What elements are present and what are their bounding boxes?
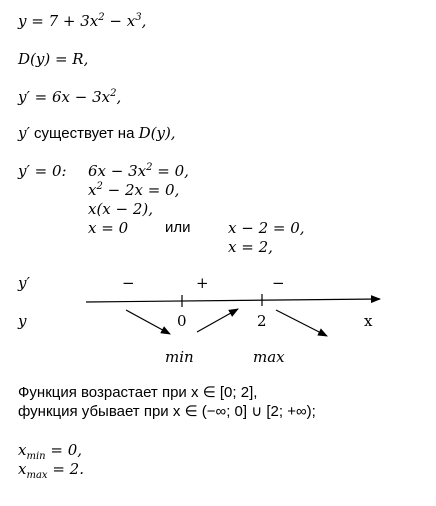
text: = 0, <box>152 162 189 180</box>
text: x <box>18 441 27 459</box>
x-min-result <box>18 441 83 462</box>
text: y′ <box>18 124 30 142</box>
axis-x-label: x <box>364 312 373 330</box>
text: = 2. <box>47 460 84 478</box>
text: y = 7 + 3x <box>18 12 99 30</box>
sign-minus-left: − <box>122 274 135 292</box>
exponent: 2 <box>98 12 105 23</box>
sign-row-function-label: y <box>18 312 27 330</box>
text: − x <box>104 12 136 30</box>
text: x <box>18 460 27 478</box>
domain-line: D(y) = R, <box>18 50 89 68</box>
point-zero-label: 0 <box>177 312 187 330</box>
max-label: max <box>253 348 285 366</box>
exponent: 2 <box>146 162 153 173</box>
root-2: x = 2, <box>228 238 273 256</box>
increasing-arrow <box>197 309 238 332</box>
or-word: или <box>165 219 191 236</box>
text: , <box>116 88 122 106</box>
root-1: x = 0 <box>88 219 129 237</box>
sign-minus-right: − <box>272 274 285 292</box>
sign-row-derivative-label: y′ <box>18 274 30 292</box>
root-2-equation: x − 2 = 0, <box>228 219 305 237</box>
text: = 0, <box>45 441 83 459</box>
decreasing-arrow-right <box>276 310 327 336</box>
increasing-interval: Функция возрастает при x ∈ [0; 2], <box>18 384 258 401</box>
exponent: 3 <box>135 12 142 23</box>
number-axis <box>86 299 380 302</box>
text: , <box>141 12 147 30</box>
text: y′ = 6x − 3x <box>18 88 111 106</box>
critical-lhs: y′ = 0: <box>18 162 67 180</box>
text: существует на <box>29 125 139 142</box>
text: 6x − 3x <box>88 162 147 180</box>
exponent: 2 <box>96 181 103 192</box>
decreasing-interval: функция убывает при x ∈ (−∞; 0] ∪ [2; +∞); <box>18 403 316 420</box>
x-max-result <box>18 460 84 481</box>
decreasing-arrow-left <box>126 310 170 334</box>
sign-plus: + <box>196 274 209 292</box>
text: x <box>88 181 97 199</box>
min-label: min <box>165 348 194 366</box>
critical-factored: x(x − 2), <box>88 200 154 218</box>
text: − 2x = 0, <box>102 181 180 199</box>
subscript: min <box>26 451 46 462</box>
exponent: 2 <box>110 88 117 99</box>
point-two-label: 2 <box>257 312 267 330</box>
subscript: max <box>26 470 48 481</box>
text: D(y), <box>138 124 176 142</box>
